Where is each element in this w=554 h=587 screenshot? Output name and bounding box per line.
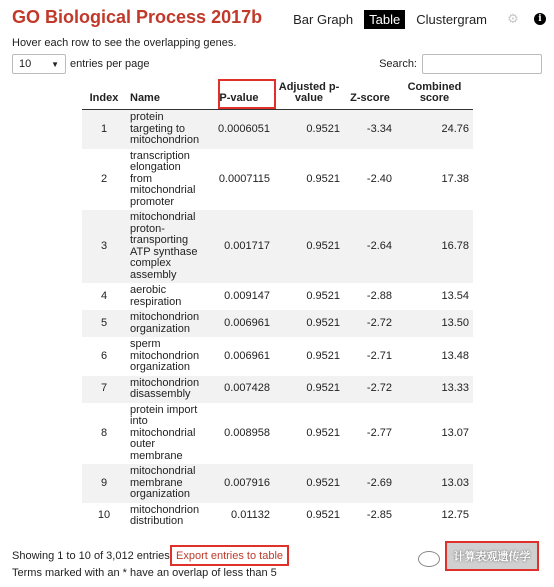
table-row[interactable] bbox=[82, 149, 473, 211]
cell-p-value: 0.006961 bbox=[224, 349, 270, 362]
cell-p-value: 0.007428 bbox=[224, 382, 270, 395]
column-header-index[interactable]: Index bbox=[82, 80, 126, 110]
cell-name: protein import into mitochondrial outer membrane bbox=[130, 403, 198, 462]
cell-combined-score: 16.78 bbox=[441, 239, 469, 252]
cell-combined-score: 13.50 bbox=[441, 316, 469, 329]
cell-p-value: 0.001717 bbox=[224, 239, 270, 252]
gear-icon[interactable]: ⚙ bbox=[507, 11, 519, 26]
entries-per-page-select[interactable] bbox=[12, 54, 66, 74]
cell-p-value: 0.006961 bbox=[224, 316, 270, 329]
info-icon[interactable]: i bbox=[534, 13, 546, 25]
cell-z-score: -2.69 bbox=[366, 476, 392, 489]
table-row[interactable] bbox=[82, 503, 473, 530]
cell-adjusted-p-value: 0.9521 bbox=[306, 382, 340, 395]
watermark-logo-icon bbox=[418, 551, 440, 567]
table-row[interactable] bbox=[82, 464, 473, 503]
cell-adjusted-p-value: 0.9521 bbox=[306, 426, 340, 439]
table-row[interactable] bbox=[82, 283, 473, 310]
cell-combined-score: 24.76 bbox=[441, 122, 469, 135]
cell-p-value: 0.01132 bbox=[231, 509, 270, 522]
column-header-combined-score[interactable]: Combined score bbox=[396, 80, 473, 110]
cell-index: 6 bbox=[100, 349, 108, 362]
cell-adjusted-p-value: 0.9521 bbox=[306, 509, 340, 522]
cell-adjusted-p-value: 0.9521 bbox=[306, 239, 340, 252]
cell-p-value: 0.0006051 bbox=[218, 122, 270, 135]
cell-combined-score: 13.54 bbox=[441, 289, 469, 302]
search-input[interactable] bbox=[422, 54, 542, 74]
cell-p-value: 0.008958 bbox=[224, 426, 270, 439]
table-row[interactable] bbox=[82, 210, 473, 283]
chevron-down-icon: ▼ bbox=[51, 59, 59, 69]
overlap-footnote: Terms marked with an * have an overlap of less than 5 bbox=[12, 567, 277, 579]
table-header-row bbox=[82, 80, 473, 110]
table-body bbox=[82, 110, 473, 530]
cell-name: mitochondrion distribution bbox=[130, 503, 200, 527]
cell-index: 5 bbox=[100, 316, 108, 329]
search-label: Search: bbox=[379, 58, 417, 70]
page-title: GO Biological Process 2017b bbox=[12, 7, 263, 27]
cell-combined-score: 17.38 bbox=[441, 172, 469, 185]
cell-index: 1 bbox=[100, 122, 108, 135]
cell-name: sperm mitochondrion organization bbox=[130, 338, 200, 373]
column-header-adjusted-p-value[interactable]: Adjusted p-value bbox=[274, 80, 344, 110]
cell-z-score: -2.72 bbox=[366, 316, 392, 329]
table-row[interactable] bbox=[82, 337, 473, 376]
cell-adjusted-p-value: 0.9521 bbox=[306, 316, 340, 329]
cell-index: 3 bbox=[100, 239, 108, 252]
cell-z-score: -3.34 bbox=[366, 122, 392, 135]
table-info: Showing 1 to 10 of 3,012 entries bbox=[12, 550, 170, 562]
table-row[interactable] bbox=[82, 403, 473, 465]
view-tabs bbox=[282, 8, 546, 30]
entries-length-control bbox=[12, 54, 150, 74]
cell-index: 7 bbox=[100, 382, 108, 395]
table-row[interactable] bbox=[82, 376, 473, 403]
table-row[interactable] bbox=[82, 110, 473, 149]
table-row[interactable] bbox=[82, 310, 473, 337]
search-control bbox=[379, 54, 542, 74]
cell-index: 2 bbox=[100, 172, 108, 185]
cell-adjusted-p-value: 0.9521 bbox=[306, 476, 340, 489]
hover-hint: Hover each row to see the overlapping genes. bbox=[12, 37, 237, 49]
p-value-highlight-box bbox=[218, 79, 276, 109]
watermark: 计算表观遗传学 bbox=[445, 541, 539, 571]
cell-name: aerobic respiration bbox=[130, 284, 182, 308]
cell-combined-score: 13.48 bbox=[441, 349, 469, 362]
tab-clustergram[interactable]: Clustergram bbox=[416, 11, 487, 27]
cell-index: 9 bbox=[100, 476, 108, 489]
cell-combined-score: 13.33 bbox=[441, 382, 469, 395]
cell-adjusted-p-value: 0.9521 bbox=[306, 349, 340, 362]
cell-z-score: -2.71 bbox=[366, 349, 392, 362]
entries-per-page-value: 10 bbox=[19, 58, 32, 70]
cell-combined-score: 13.03 bbox=[441, 476, 469, 489]
cell-p-value: 0.0007115 bbox=[218, 172, 270, 185]
cell-combined-score: 12.75 bbox=[441, 509, 469, 522]
cell-combined-score: 13.07 bbox=[441, 426, 469, 439]
cell-adjusted-p-value: 0.9521 bbox=[306, 122, 340, 135]
column-header-p-value[interactable]: P-value bbox=[204, 80, 274, 110]
cell-index: 8 bbox=[100, 426, 108, 439]
cell-p-value: 0.009147 bbox=[224, 289, 270, 302]
tab-bar-graph[interactable]: Bar Graph bbox=[293, 11, 354, 27]
results-table bbox=[82, 80, 473, 530]
cell-z-score: -2.40 bbox=[366, 172, 392, 185]
cell-z-score: -2.72 bbox=[366, 382, 392, 395]
export-entries-button[interactable]: Export entries to table bbox=[170, 545, 289, 566]
cell-z-score: -2.88 bbox=[366, 289, 392, 302]
cell-adjusted-p-value: 0.9521 bbox=[306, 172, 340, 185]
cell-index: 10 bbox=[97, 509, 111, 522]
cell-name: mitochondrial membrane organization bbox=[130, 465, 196, 500]
cell-name: mitochondrion disassembly bbox=[130, 376, 200, 400]
cell-z-score: -2.64 bbox=[366, 239, 392, 252]
cell-name: mitochondrial proton-transporting ATP synthase complex assembly bbox=[130, 211, 198, 281]
cell-p-value: 0.007916 bbox=[224, 476, 270, 489]
column-header-z-score[interactable]: Z-score bbox=[344, 80, 396, 110]
tab-table[interactable]: Table bbox=[364, 10, 405, 29]
cell-index: 4 bbox=[100, 289, 108, 302]
cell-name: protein targeting to mitochondrion bbox=[130, 111, 200, 146]
cell-z-score: -2.77 bbox=[366, 426, 392, 439]
cell-name: transcription elongation from mitochondrial promoter bbox=[130, 149, 196, 208]
entries-per-page-label: entries per page bbox=[70, 58, 150, 70]
cell-name: mitochondrion organization bbox=[130, 311, 200, 335]
column-header-name[interactable]: Name bbox=[126, 80, 204, 110]
cell-adjusted-p-value: 0.9521 bbox=[306, 289, 340, 302]
cell-z-score: -2.85 bbox=[366, 509, 392, 522]
